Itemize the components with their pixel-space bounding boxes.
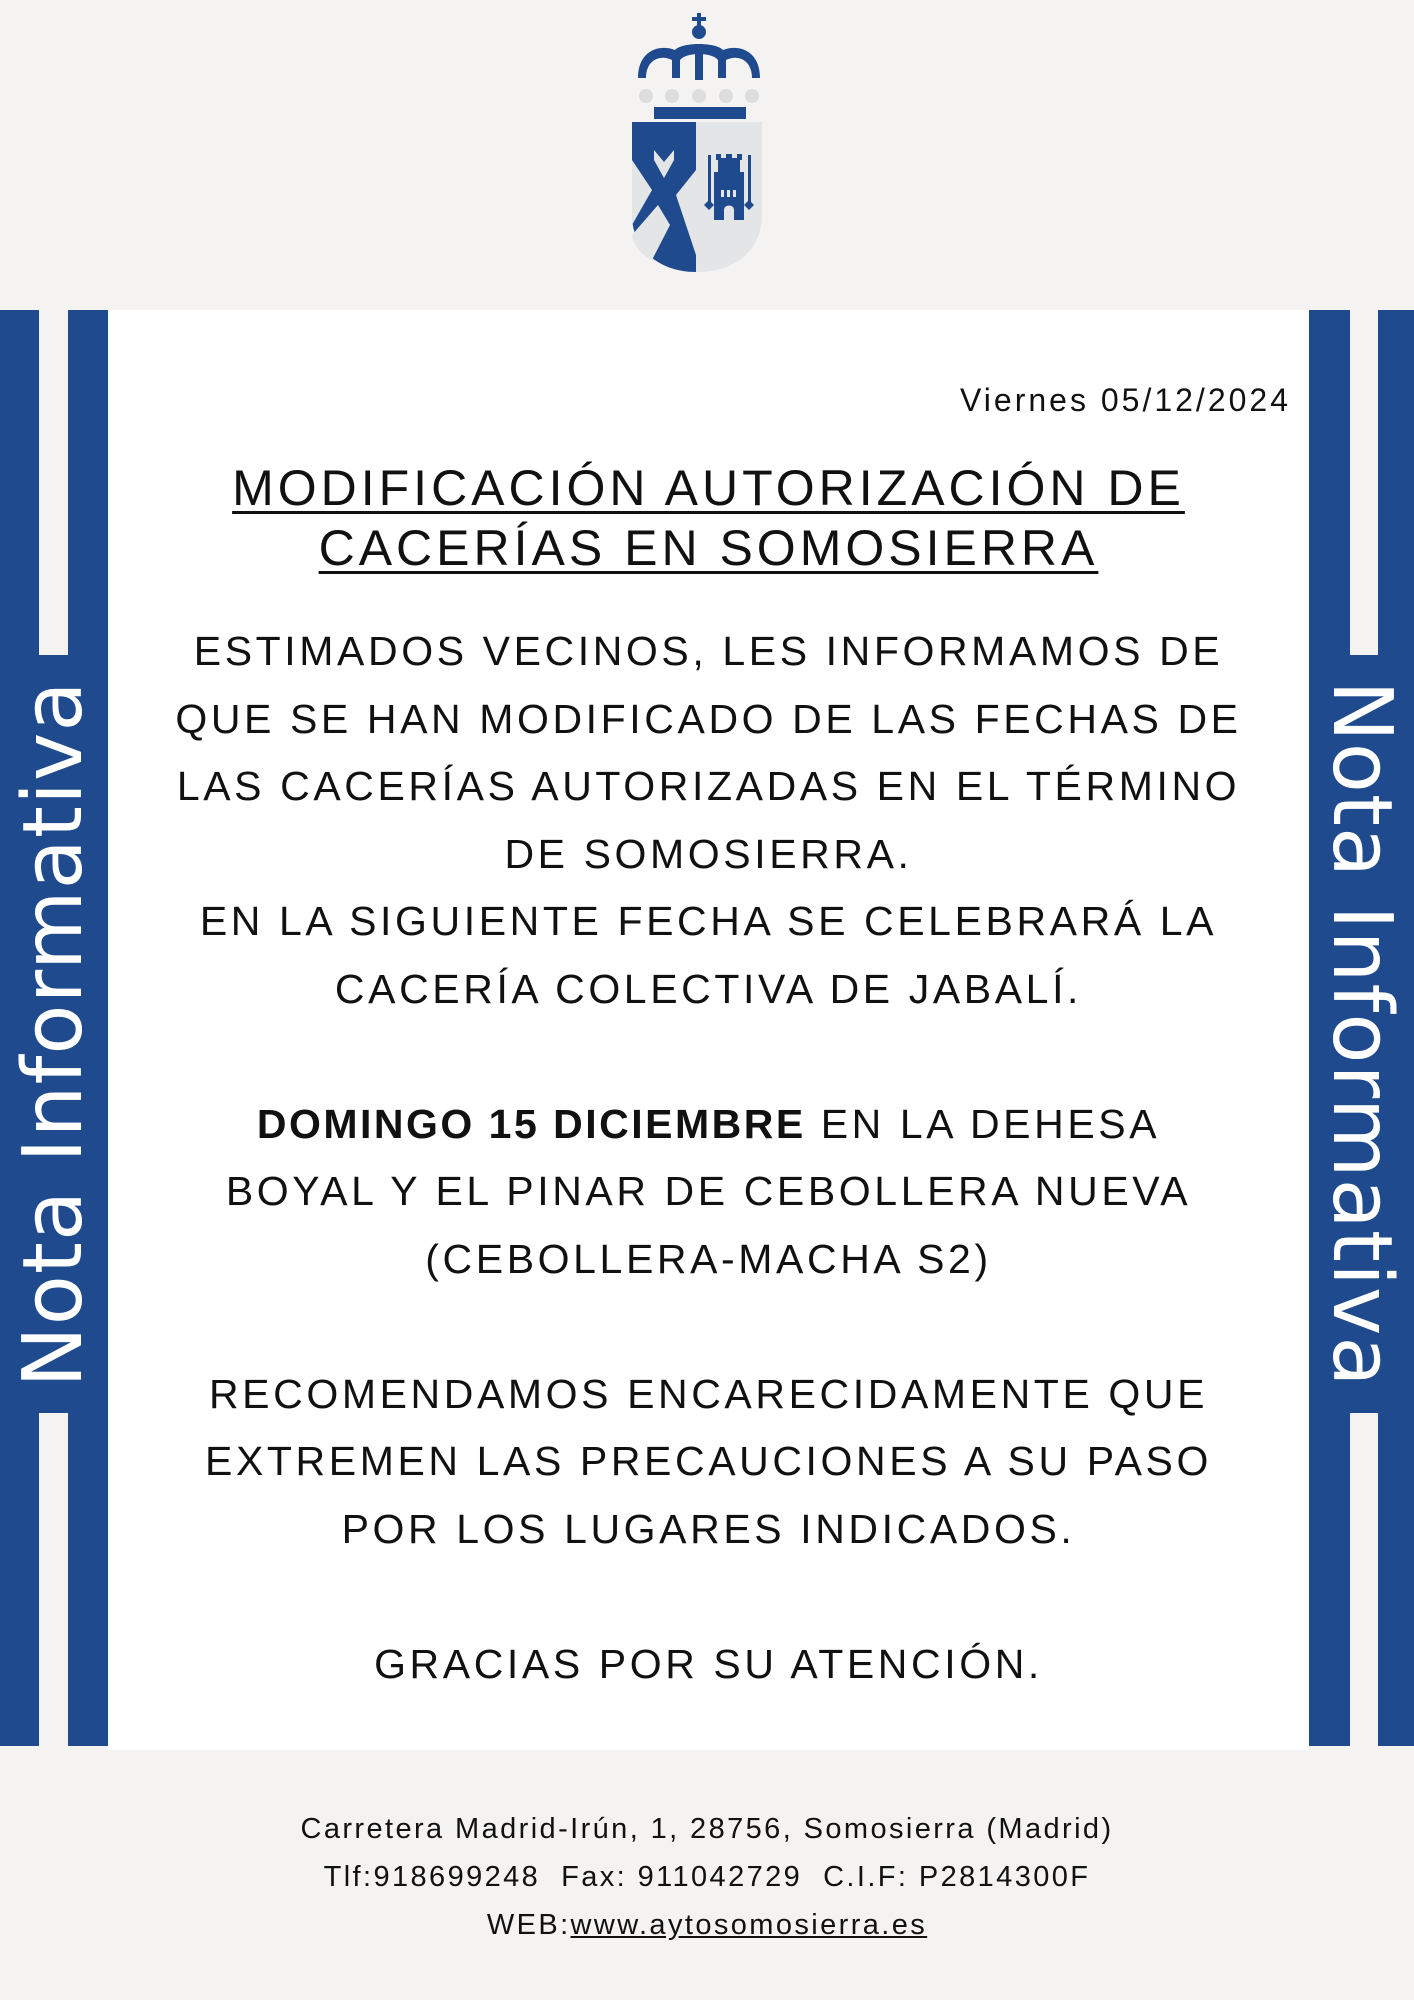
body-line: QUE SE HAN MODIFICADO DE LAS FECHAS DE	[175, 695, 1242, 742]
notice-date: Viernes 05/12/2024	[960, 382, 1291, 418]
body-line: POR LOS LUGARES INDICADOS.	[341, 1505, 1076, 1552]
closing-line: GRACIAS POR SU ATENCIÓN.	[374, 1640, 1043, 1687]
body-line: LAS CACERÍAS AUTORIZADAS EN EL TÉRMINO	[176, 763, 1241, 809]
event-date: DOMINGO 15 DICIEMBRE	[256, 1100, 806, 1147]
spacer	[108, 1563, 1309, 1631]
right-side-label: Nota Informativa	[1314, 680, 1409, 1388]
website-link[interactable]: www.aytosomosierra.es	[570, 1909, 928, 1941]
spacer	[108, 1293, 1309, 1361]
footer-web	[0, 1901, 1414, 1949]
footer-address: Carretera Madrid-Irún, 1, 28756, Somosierra (Madrid)	[300, 1813, 1114, 1845]
notice-body	[108, 618, 1309, 1698]
footer	[0, 1805, 1414, 1949]
spacer	[108, 1023, 1309, 1091]
footer-contact: Tlf:918699248 Fax: 911042729 C.I.F: P2814300F	[323, 1861, 1091, 1893]
notice-panel	[108, 310, 1309, 1750]
web-label: WEB:	[486, 1909, 571, 1941]
body-line: EN LA SIGUIENTE FECHA SE CELEBRARÁ LA	[199, 898, 1218, 944]
event-line-1	[108, 1091, 1309, 1159]
title-line-1: MODIFICACIÓN AUTORIZACIÓN DE	[232, 460, 1185, 516]
notice-title	[108, 458, 1309, 578]
body-line: RECOMENDAMOS ENCARECIDAMENTE QUE	[208, 1370, 1209, 1417]
event-location-start: EN LA DEHESA	[805, 1100, 1161, 1147]
body-line: EXTREMEN LAS PRECAUCIONES A SU PASO	[205, 1438, 1212, 1484]
title-line-2: CACERÍAS EN SOMOSIERRA	[318, 520, 1099, 576]
event-line-3: (CEBOLLERA-MACHA S2)	[425, 1235, 992, 1282]
body-line: CACERÍA COLECTIVA DE JABALÍ.	[334, 965, 1083, 1012]
event-line-2: BOYAL Y EL PINAR DE CEBOLLERA NUEVA	[225, 1168, 1192, 1214]
coat-of-arms-logo	[630, 10, 770, 275]
body-line: DE SOMOSIERRA.	[504, 830, 913, 877]
left-side-label: Nota Informativa	[6, 680, 101, 1388]
body-line: ESTIMADOS VECINOS, LES INFORMAMOS DE	[193, 628, 1224, 674]
